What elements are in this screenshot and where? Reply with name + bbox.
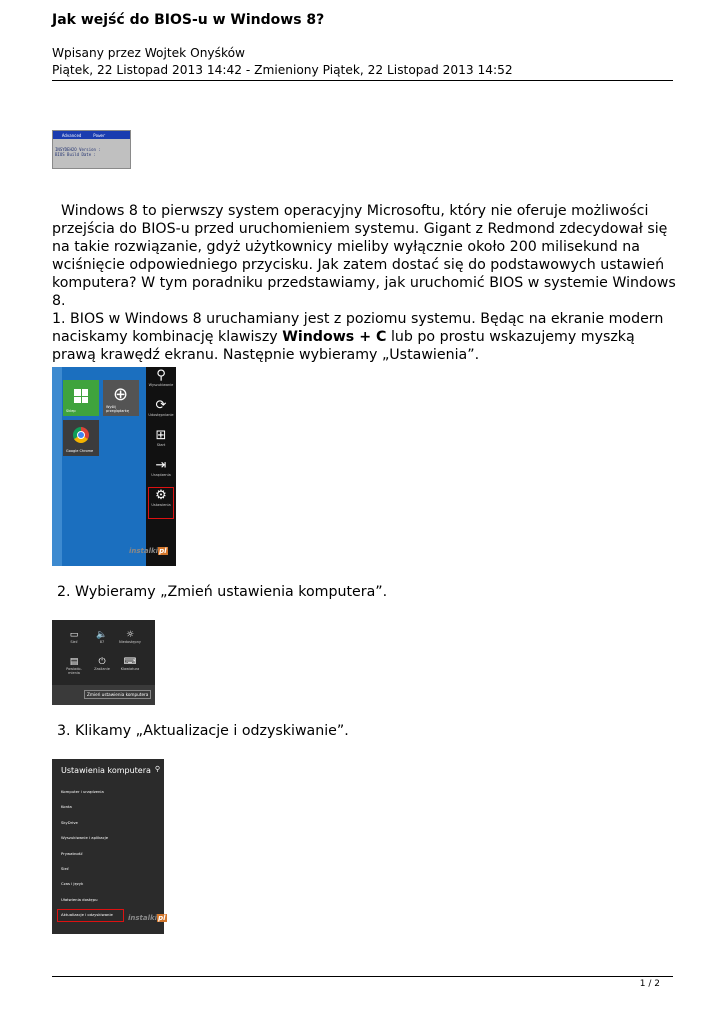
brightness-item: ☼ Niedostępny	[117, 630, 143, 644]
step-2: 2. Wybieramy „Zmień ustawienia komputera”.	[57, 584, 388, 600]
settings-flyout-screenshot	[52, 620, 155, 705]
keyboard-shortcut: Windows + C	[282, 329, 387, 345]
selection-highlight	[148, 487, 174, 519]
flyout-footer	[52, 685, 155, 705]
list-item: Ułatwienia dostępu	[61, 896, 98, 902]
notifications-item: ▤ Powiado-mienia	[61, 657, 87, 675]
dates-line: Piątek, 22 Listopad 2013 14:42 - Zmieniony Piątek, 22 Listopad 2013 14:52	[52, 63, 513, 77]
article-body	[52, 202, 681, 364]
network-icon: ▭	[69, 630, 79, 640]
list-item: Czas i język	[61, 881, 84, 887]
charms-bar	[146, 367, 176, 566]
globe-icon: ⊕	[113, 384, 129, 405]
chrome-icon	[73, 427, 89, 443]
windows-icon: ⊞	[155, 428, 167, 443]
share-icon: ⟳	[155, 398, 167, 413]
keyboard-item: ⌨ Klawiatura	[117, 657, 143, 671]
start-screen-screenshot	[52, 367, 176, 566]
pc-settings-screenshot	[52, 759, 164, 934]
brightness-icon: ☼	[125, 630, 135, 640]
search-icon: ⚲	[156, 368, 166, 383]
notifications-icon: ▤	[69, 657, 79, 667]
volume-icon: 🔈	[96, 630, 108, 640]
bios-menu-item: Power	[93, 132, 106, 138]
list-item: Aktualizacje i odzyskiwanie	[61, 912, 113, 918]
charm-settings: ⚙ Ustawienia	[146, 489, 176, 507]
gear-icon: ⚙	[155, 488, 167, 503]
list-item: Komputer i urządzenia	[61, 789, 104, 794]
author-line: Wpisany przez Wojtek Onyśków	[52, 46, 246, 60]
bios-line: INSYDEH2O Version :	[55, 147, 101, 152]
store-icon	[74, 389, 88, 403]
search-icon: ⚲	[154, 765, 160, 773]
devices-icon: ⇥	[155, 458, 167, 473]
intro-paragraph: Windows 8 to pierwszy system operacyjny Microsoftu, który nie oferuje możliwości przejścia do BIOS-u przed uruchomieniem systemu. Gigant z Redmond zdecydował się na takie rozwiązanie, gdyż użytkownicy mieliby wyłącznie około 200 milisekund na wciśnięcie odpowiedniego przycisku. Jak zatem dostać się do podstawowych ustawień komputera? W tym poradniku przedstawiamy, jak uruchomić BIOS w systemie Windows 8.	[52, 203, 681, 309]
list-item: Sieć	[61, 865, 69, 871]
selection-highlight	[57, 909, 124, 922]
chrome-tile	[63, 420, 99, 456]
list-item: Wyszukiwanie i aplikacje	[61, 835, 109, 841]
header-divider	[52, 80, 673, 81]
change-pc-settings-link: Zmień ustawienia komputera	[84, 690, 151, 699]
pc-settings-list	[61, 789, 113, 928]
tile-label: Google Chrome	[66, 449, 94, 453]
tile-label: Wyślij przeglądarkę	[106, 405, 129, 413]
store-tile	[63, 380, 99, 416]
volume-item: 🔈 87	[89, 630, 115, 644]
power-item: ⏻ Zasilanie	[89, 657, 115, 671]
charm-start: ⊞ Start	[146, 429, 176, 447]
bios-line: BIOS Build Date :	[55, 152, 96, 157]
charm-share: ⟳ Udostępnianie	[146, 399, 176, 417]
pc-settings-title: Ustawienia komputera	[61, 766, 151, 775]
watermark: instalkipl	[128, 914, 166, 922]
footer-divider	[52, 976, 673, 977]
network-item: ▭ Sieć	[61, 630, 87, 644]
power-icon: ⏻	[98, 657, 106, 667]
list-item: Prywatność	[61, 850, 83, 856]
document-title: Jak wejść do BIOS-u w Windows 8?	[52, 12, 325, 28]
start-stripe	[52, 367, 62, 566]
list-item: SkyDrive	[61, 819, 78, 825]
charm-devices: ⇥ Urządzenia	[146, 459, 176, 477]
tile-label: Sklep	[66, 409, 76, 413]
bios-screenshot	[52, 130, 131, 169]
page-number: 1 / 2	[639, 979, 660, 989]
bios-menu-bar	[53, 131, 130, 139]
step-1: 1. BIOS w Windows 8 uruchamiany jest z poziomu systemu. Będąc na ekranie modern naciskamy kombinację klawiszy Windows + C lub po prostu wskazujemy myszką prawą krawędź ekranu. Następnie wybieramy „Ustawienia”.	[52, 311, 664, 363]
keyboard-icon: ⌨	[123, 657, 137, 667]
charm-search: ⚲ Wyszukiwanie	[146, 369, 176, 387]
web-tile	[103, 380, 139, 416]
watermark: instalkipl	[129, 547, 167, 555]
bios-menu-item: Advanced	[62, 132, 82, 138]
list-item: Konta	[61, 804, 72, 810]
step-3: 3. Klikamy „Aktualizacje i odzyskiwanie”.	[57, 723, 349, 739]
